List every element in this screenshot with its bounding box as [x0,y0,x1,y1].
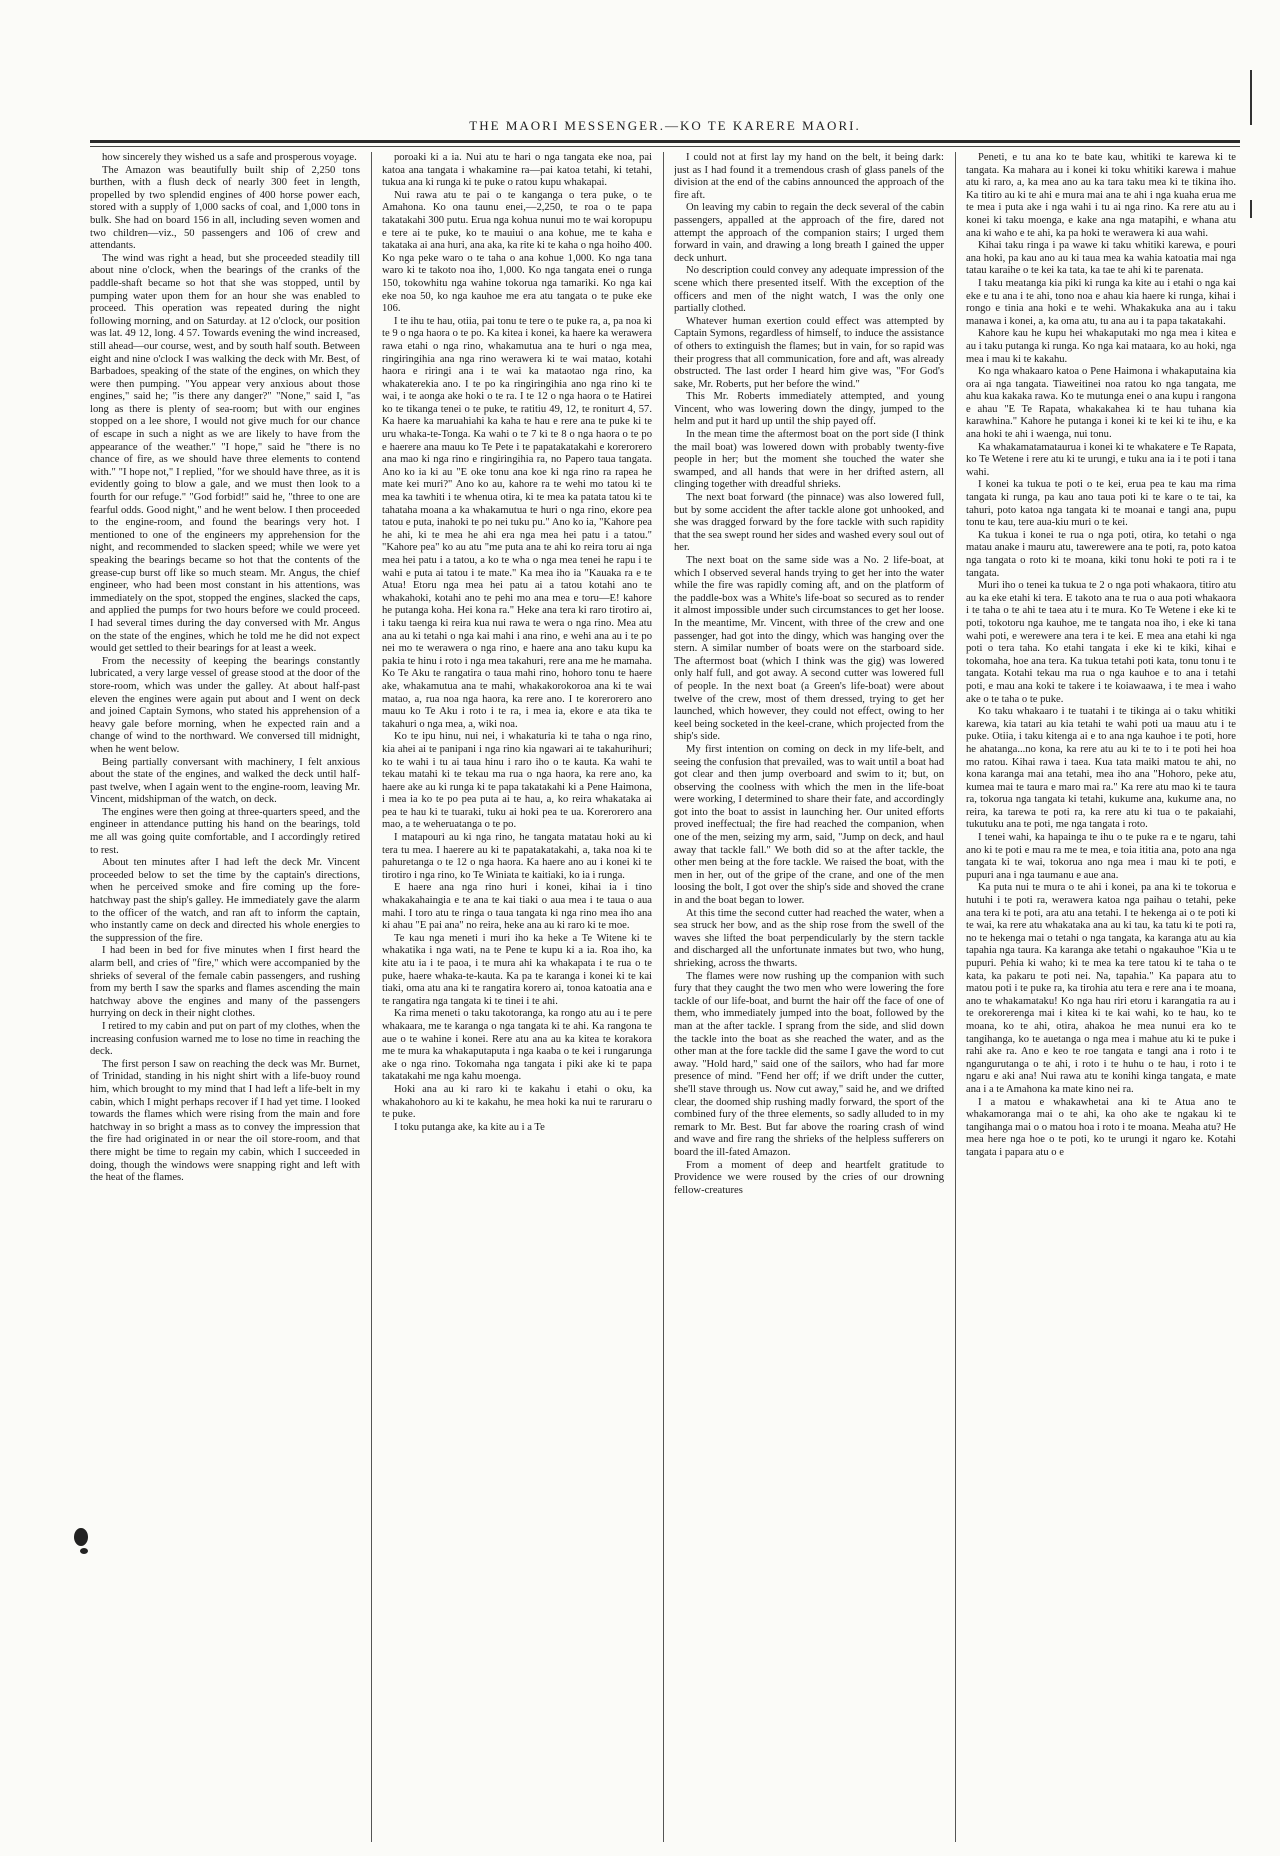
margin-mark [1250,70,1252,125]
paragraph: In the mean time the aftermost boat on the port side (I think the mail boat) was lowered down with probably twenty-five people in her; but the moment she touched the water she swamped, and all hands that were in her drifted astern, all clinging together with dreadful shrieks. [674,429,944,491]
paragraph: The next boat forward (the pinnace) was also lowered full, but by some accident the after tackle alone got unhooked, and she was dragged forward by the fore tackle with such rapidity that the sea swept round her sides and washed every soul out of her. [674,492,944,554]
paragraph: I toku putanga ake, ka kite au i a Te [394,1121,545,1133]
paragraph: Hoki ana au ki raro ki te kakahu i etahi o oku, ka whakahohoro au ki te kakahu, he mea hoki ka nui te raruraru o te puke. [382,1083,652,1121]
paragraph: No description could convey any adequate impression of the scene which there presented itself. With the exception of the officers and men of the night watch, I was the only one partially clothed. [674,265,944,315]
paragraph: Ko te ipu hinu, nui nei, i whakaturia ki te taha o nga rino, kia ahei ai te panipani i nga rino kia ngawari ai te takahurihuri; ko te wahi i tu ai taua hinu i raro iho o te kauta. Ka wahi te tekau matahi ki te tekau ma rua o nga haora, ka rere ano, ka haere ake au ki runga ki te papa takatakahi ki a Pene Haimona, i mea ia ko te po pea puta ai te hau, a, ko reira whakataka ai pea te hau ki te tuaraki, tuku ai hoki pea te ua. Korerorero ana mao, a te weheruatanga o te po. [382,731,652,831]
paragraph: The Amazon was beautifully built ship of 2,250 tons burthen, with a flush deck of nearly 300 feet in length, propelled by two splendid engines of 400 horse power each, stored with a supply of 1,000 sacks of coal, and 1,000 tons in bulk. She had on board 156 in all, including seven women and two children—viz., 50 passengers and 106 of crew and attendants. [90,164,360,252]
masthead-rule [90,140,1240,143]
ink-blot [80,1548,88,1554]
paragraph: The first person I saw on reaching the deck was Mr. Burnet, of Trinidad, standing in his night shirt with a life-buoy round him, which brought to my mind that I had left a life-belt in my cabin, which I might perhaps recover if I had yet time. I looked towards the flames which were rising from the main and fore hatchway in so bright a mass as to convey the impression that the fire had originated in or near the oil store-room, and that there might be time to regain my cabin, which I succeeded in doing, though the windows were snapping right and left with the heat of the flames. [90,1058,360,1184]
paragraph: About ten minutes after I had left the deck Mr. Vincent proceeded below to set the time by the captain's directions, when he perceived smoke and fire coming up the fore-hatchway past the ship's galley. He immediately gave the alarm to the officer of the watch, and ran aft to inform the captain, who instantly came on deck and directed his whole energies to the suppression of the fire. [90,857,360,944]
paragraph: From a moment of deep and heartfelt gratitude to Providence we were roused by the cries of our drowning fellow-creatures [674,1159,944,1196]
paragraph: I konei ka tukua te poti o te kei, erua pea te kau ma rima tangata ki runga, pa kau ano taua poti ki te kare o te tai, ka tahuri, poto katoa nga tangata ki te moanai e tangi ana, pupu tonu te kau, tere aua-kiu muri o te kei. [966,479,1236,529]
paragraph: I retired to my cabin and put on part of my clothes, when the increasing confusion warned me to lose no time in reaching the deck. [90,1020,360,1058]
paragraph: I had been in bed for five minutes when I first heard the alarm bell, and cries of "fire," which were accompanied by the shrieks of several of the female cabin passengers, and rushing from my berth I saw the sparks and flames ascending the main hatchway above the engines and many of the passengers hurrying on deck in their night clothes. [90,945,360,1020]
column-divider [663,152,664,1842]
paragraph: Kahore kau he kupu hei whakaputaki mo nga mea i kitea e au i taku putanga ki runga. Ko nga kai mataara, ko au hoki, nga mea i mau ki te kakahu. [966,328,1236,365]
column-english-2 [674,152,944,1842]
paragraph: poroaki ki a ia. Nui atu te hari o nga tangata eke noa, pai katoa ana tangata i whakamine ra—pai katoa tetahi, ki tetahi, tukua ana ki runga ki te puke o ratou kupu whakapai. [382,152,652,189]
paragraph: Peneti, e tu ana ko te bate kau, whitiki te karewa ki te tangata. Ka mahara au i konei ki toku whitiki karewa i mahue atu ki raro, a, ka mea ano au ka tara taku mea ki te tikina iho. Ka titiro au ki te ahi e mura mai ana te ahi i nga kuaha erua me te mea i puta ake i nga wahi i tu ai nga rino. Ka rere atu au i konei ki taku moenga, e kake ana nga matapihi, e whana atu ana ki waho e te ahi, ka pa hoki te werawera ki aua wahi. [966,152,1236,239]
masthead-rule-thin [90,146,1240,147]
paragraph: Whatever human exertion could effect was attempted by Captain Symons, regardless of himself, to induce the assistance of others to extinguish the flames; but in vain, for so rapid was their progress that all communication, fore and aft, was already obstructed. The last order I heard him give was, "For God's sake, Mr. Roberts, put her before the wind." [674,315,944,390]
column-divider [371,152,372,1842]
paragraph: Ka tukua i konei te rua o nga poti, otira, ko tetahi o nga matau anake i mauru atu, tawerewere ana te poti, ra, poto katoa nga tangata o roto ki te moana, kiki tonu hoki te poti ra i te tangata. [966,529,1236,579]
page-masthead: THE MAORI MESSENGER.—KO TE KARERE MAORI. [469,118,861,133]
paragraph: how sincerely they wished us a safe and prosperous voyage. [102,152,357,163]
paragraph: Ko nga whakaaro katoa o Pene Haimona i whakaputaina kia ora ai nga tangata. Tiaweitinei noa ratou ko nga tangata, me ahu kua kakaka rawa. Ko te mutunga enei o ana kupu i rangona e ahau "E Te Rapata, whakakahea ki te hau tuhana kia karawhina." Kahore he putanga i konei ki te kei ki te ihu, e ka ana hoki te ahi i waenga, nui tonu. [966,366,1236,441]
paragraph: Being partially conversant with machinery, I felt anxious about the state of the engines, and walked the deck until half-past twelve, when I again went to the engine-room, leaving Mr. Vincent, midshipman of the watch, on deck. [90,756,360,806]
paragraph: My first intention on coming on deck in my life-belt, and seeing the confusion that prevailed, was to wait until a boat had got clear and then jump overboard and swim to it; but, on observing the coolness with which the men in the life-boat were working, I determined to share their fate, and accordingly got into the boat to assist in launching her. Our united efforts proved ineffectual; the fire had reached the companion, when one of the men, seizing my arm, said, "Jump on deck, and haul away that tackle fall." We both did so at the after tackle, the other men being at the fore tackle. We raised the boat, with the men in her, out of the gripe of the crane, and one of the men loosing the bolt, I got over the ship's side and shoved the crane in and the boat began to lower. [674,743,944,907]
column-maori-1 [382,152,652,1842]
paragraph: Ka whakamatamataurua i konei ki te whakatere e Te Rapata, ko Te Wetene i rere atu ki te urungi, e tuku ana ia i te poti i tana wahi. [966,441,1236,478]
paragraph: At this time the second cutter had reached the water, when a sea struck her bow, and as the ship rose from the swell of the waves she lifted the boat perpendicularly by the stern tackle and discharged all the unfortunate inmates but two, who hung, shrieking, across the thwarts. [674,907,944,969]
paragraph: I a matou e whakawhetai ana ki te Atua ano te whakamoranga mai o te ahi, ka oho ake te ngakau ki te tangihanga mai o o matou hoa i roto i te moana. Meaha atu? He mea here nga hoe o te poti, ko te urungi it ngaro ke. Kotahi tangata i papara atu o e [966,1096,1236,1158]
paragraph: I te ihu te hau, otiia, pai tonu te tere o te puke ra, a, pa noa ki te 9 o nga haora o te po. Ka kitea i konei, ka haere ka werawera rawa etahi o nga rino, whakamutua ana te huri o nga mea, ringiringihia ana nga rino werawera ki te wai matao, kotahi haora e riringi ana i te wai ka mataotao nga rino, ka whakaterekia ano. I te po ka ringiringihia ano nga rino ki te wai, i te aonga ake hoki o te ra. I te 12 o nga haora o te Hatirei ko te tikanga tenei o te puke, te ratitiu 49, 12, te roniturt 4, 57. Ka haere ka maruahiahi ka kaha te hau e rere ana te puke ki te uru whaka-te-Tonga. Ka wahi o te 7 ki te 8 o nga haora o te po e haerere ana mauu ko Te Pete i te papatakatakahi e korerorero ana mao ki nga rino e ringiringihia ra, no Papero taua tangata. Ano ko ia ki au "E oke tonu ana koe ki nga rino ra rapea he mate kei muri?" Ano ko au, kahore ra te wehi mo tatou ki te mea ka tawhiti i te whenua otira, ki te mea ka patata tatou ki te tahataha moana a ka whakamutua te huri o nga rino, ekore pea tatou e puta, inahoki te po nei tuku pu." Ano ko ia, "Kahore pea he ahi, ki te mea he ahi era nga mea hei patu i a tatou." "Kahore pea" ko au atu "me puta ana te ahi ko reira toru ai nga mea hei patu i a tatou, a ko te wha o nga mea tenei he rapu i te wahi e puta ai tatou i te mate." Ka mea iho ia "Kauaka ra e te Atua! Etoru nga mea hei patu ai a tatou kotahi ano te whakahoki, kotahi ano te pehi mo ana mea e toru—E! kahore he putanga koha. Hei kona ra." Heke ana tera ki raro tirotiro ai, i taku taenga ki reira kua nui rawa te wera o nga rino. Mea atu ana au ki tetahi o nga kai mahi i ana rino, e wehi ana au i te po nei mo te werawera o nga rino, e haere ana ano taku kupu ka pakia te hinu i roto i nga mea takahuri, rere ana me he mamaha. Ko Te Aku te rangatira o taua mahi rino, hohoro tonu te haere ake, whakamutua ana te mahi, whakakorokoroa ana ki te wai matao, a, rua noa nga haora, ka rere ano. I te korerorero ano mauu ko Te Aku i roto i te ra, i mea ia, ekore e ata tika te takahuri o nga mea, a, wiki noa. [382,315,652,730]
paragraph: Kihai taku ringa i pa wawe ki taku whitiki karewa, e pouri ana hoki, pa kau ano au ki taua mea ka wahia katoatia mai nga tatau karaihe o te kei ka tata, ka tae te ahi ki te parenata. [966,240,1236,277]
paragraph: The wind was right a head, but she proceeded steadily till about nine o'clock, when the bearings of the cranks of the paddle-shaft became so hot that she was stopped, until by pumping water upon them for an hour she was enabled to proceed. This operation was repeated during the night following morning, and on Saturday. at 12 o'clock, our position was lat. 49 12, long. 4 57. Towards evening the wind increased, still ahead—our course, west, and by south half south. Between eight and nine o'clock I was walking the deck with Mr. Best, of Barbadoes, speaking of the state of the engines, on which they were then pumping. "You appear very anxious about those engines," said he; "is there any danger?" "None," said I, "as long as there is plenty of sea-room; but with our engines stopped on a lee shore, I would not give much for our chance of escape in such a night as we are likely to have from the appearance of the weather." "I hope," said he "there is no chance of fire, as we should have three elements to contend with." "I hope not," I replied, "for we should have three, as it is evidently going to blow a gale, and we must then look to a fourth for our refuge." "God forbid!" said he, "three to one are fearful odds. Good night," and he went below. I then proceeded to the engine-room, and found the bearings very hot. I mentioned to one of the engineers my apprehension for the night, and recommended to slacken speed; while we were yet speaking the bearings became so hot that the contents of the grease-cup burst off like so much steam. Mr. Angus, the chief engineer, who had been most constant in his attentions, was immediately on the spot, stopped the engines, slacked the caps, and applied the pumps for two hours before we could proceed. I had several times during the day conversed with Mr. Angus on the state of the engines, which he told me he did not expect would get settled to their bearings for at least a week. [90,252,360,655]
column-divider [955,152,956,1842]
paragraph: I taku meatanga kia piki ki runga ka kite au i etahi o nga kai eke e tu ana i te ahi, tono noa e ahau kia haere ki runga, kihai i rongo e tinia ana hoki e te wehi. Whakakuka ana au i taku manawa i konei, a, ka oma atu, tu ana au i ta papa takatakahi. [966,277,1236,327]
paragraph: Nui rawa atu te pai o te kanganga o tera puke, o te Amahona. Ko ona taunu enei,—2,250, te roa o te papa takatakahi 300 putu. Erua nga kohua nunui mo te wai koropupu e tere ai te puke, ko te mauiui o ana kohue, me te kaha e takataka ai ana huri, ana aka, ka rite ki te kaha o nga hoiho 400. Ko nga peke waro o te taha o ana kohue 1,000. Ko nga tana waro ki te takoto noa iho, 1,000. Ko nga tangata enei o runga 150, tokowhitu nga wahine tokorua nga tamariki. Ko nga kai eke noa 50, ko nga kauhoe me era atu tangata o te puke eke 106. [382,189,652,315]
paragraph: On leaving my cabin to regain the deck several of the cabin passengers, appalled at the approach of the fire, dared not attempt the approach of the companion stairs; I urged them forward in vain, and drawing a long breath I gained the upper deck unhurt. [674,202,944,264]
paragraph: The flames were now rushing up the companion with such fury that they caught the two men who were lowering the fore tackle of our life-boat, and burnt the hair off the face of one of them, who immediately jumped into the boat, followed by the man at the after tackle. I sprang from the side, and slid down the tackle into the boat as she reached the water, and as the other man at the fore tackle did the same I gave the word to cut away. "Hold hard," said one of the sailors, who had far more presence of mind. "Fend her off; if we drift under the cutter, she'll stave through us. Now cut away," said he, and we drifted clear, the doomed ship rushing madly forward, the sport of the combined fury of the three elements, so sadly alluded to in my remark to Mr. Best. But far above the roaring crash of wind and wave and fire rang the shrieks of the helpless sufferers on board the ill-fated Amazon. [674,970,944,1158]
ink-blot [74,1528,88,1546]
paragraph: The engines were then going at three-quarters speed, and the engineer in attendance putting his hand on the bearings, told me all was going quite comfortable, and I accordingly retired to rest. [90,806,360,856]
paragraph: Ka rima meneti o taku takotoranga, ka rongo atu au i te pere whakaara, me te karanga o nga tangata ki te ahi. Ka rangona te aue o te wahine i konei. Rere atu ana au ka kitea te korakora me te mura ka whakaputaputa i nga kaaba o te kei i rungarunga ake o nga rino. Tokomaha nga tangata i piki ake ki te papa takatakahi me nga kahu moenga. [382,1008,652,1083]
article-columns [90,152,1240,1842]
column-english-1 [90,152,360,1842]
paragraph: Ka puta nui te mura o te ahi i konei, pa ana ki te tokorua e hutuhi i te poti ra, werawera katoa nga paihau o tetahi, peke ana tera ki te poti, ara atu ana tetahi. I te hekenga ai o te poti ki te wai, ka rere atu whakataka ana au ki tau, ka tatu ki te poti ra, no te hekenga mai o tetahi o nga tangata, ka karanga atu au kia tapahia nga taura. Ka karanga ake tetahi o ngakauhoe "Kia u te pupuri. Pehia ki waho; ki te mea ka tere tatou ki te taha o te kata, ka pakaru te poti nei. Na, tapahia." Ka papara atu to matou poti i te puke ra, ka tirohia atu tera e rere ana i te moana, ano te whakamataku! Ko nga hau riri etoru i karangatia ra au i te orekorerenga mai i kitea ki te kai wahi, ko te hau, ko te moana, ko te ahi, otira, ahakoa he mea nunui era ko te tangihanga, ko te auetanga o nga mea i mahue atu ki te puke i rahi ake ra. Ano e keo te roe tangata e tangi ana i roto i te ngangurutanga o te ahi, i roto i te huhu o te hau, i roto i te ngaru e aki ana! Nui rawa atu te konihi kinga tangata, e mate ana i a te Amahona ka mate kino nei ra. [966,882,1236,1095]
paragraph: I tenei wahi, ka hapainga te ihu o te puke ra e te ngaru, tahi ano ki te poti e mau ra me te mea, e toia ititia ana, poto ana nga tangata ki te wai, tokorua ano nga mea i mau ki te poti, e pupuri ana i nga taumanu e aue ana. [966,832,1236,881]
paragraph: The next boat on the same side was a No. 2 life-boat, at which I observed several hands trying to get her into the water while the fire was rapidly coming aft, and on the platform of the paddle-box was a White's life-boat so secured as to render it almost impossible under such circumstances to get her loose. In the meantime, Mr. Vincent, with three of the crew and one passenger, had got into the dingy, which was hanging over the stern. A similar number of boats were on the starboard side. The aftermost boat (which I think was the gig) was lowered only half full, and got away. A second cutter was lowered full of people. In the next boat (a Green's life-boat) were about twelve of the crew, most of them dressed, trying to get her launched, which however, they could not effect, owing to her keel being socketed in the keel-crane, which projected from the ship's side. [674,555,944,743]
paragraph: From the necessity of keeping the bearings constantly lubricated, a very large vessel of grease stood at the door of the store-room, which was under the galley. At about half-past eleven the engines were again put about and I went on deck and joined Captain Symons, who stated his apprehension of a heavy gale before morning, when he expected rain and a change of wind to the northward. We conversed till midnight, when he went below. [90,655,360,755]
paragraph: I matapouri au ki nga rino, he tangata matatau hoki au ki tera tu mea. I haerere au ki te papatakatakahi, a, taka noa ki te pahuretanga o te 12 o nga haora. Ka haere ano au i konei ki te tirotiro i nga rino, ko Te Winiata te kaitiaki, ko ia i runga. [382,832,652,881]
margin-mark [1250,200,1252,218]
paragraph: Muri iho o tenei ka tukua te 2 o nga poti whakaora, titiro atu au ka eke etahi ki tera. E takoto ana te rua o aua poti whakaora i te taha o te ahi te taea atu i te mura. Ko Te Wetene i eke ki te poti, tokotoru nga kauhoe, me te tangata noa iho, i eke ki tana wahi poti, e werewere ana tera i te kei. E mea ana etahi ki nga poti o tera taha. Ko etahi tangata i eke ki te kiki, kihai e tokomaha, hoe ana tera. Ka tukua tetahi poti kata, tonu tonu i te tangata. Kotahi tekau ma rua o nga kauhoe e to ana i tetahi poti, e mau ana koki te takere i te koiawaawa, i te mea i waho ake o te taha o te puke. [966,580,1236,705]
paragraph: Ko taku whakaaro i te tuatahi i te tikinga ai o taku whitiki karewa, kia tatari au kia tetahi te wahi poti ua mauu atu i te puke. Otiia, i taku kitenga ai e to ana nga kauhoe i te poti, hore he ahatanga...no kona, ka rere atu au ki te to i te poti hei hoa mo ratou. Kihai rawa i taea. Kua tata maiki matou te ahi, no kona karanga mai ana tetahi, mea iho ana "Hohoro, peke atu, kumea mai te taura e maro mai ra." Ka rere atu mao ki te taura ra, tokorua nga tangata ki tetahi, kukume ana, kukume ana, no reira, ka tarewa te poti ra, ka rere atu ki tua o te pakaiahi, tukutuku ana te poti, me nga tangata i roto. [966,706,1236,831]
paragraph: Te kau nga meneti i muri iho ka heke a Te Witene ki te whakatika i nga wati, na te Pene te kupu ki a ia. Roa iho, ka kite atu ia i te paoa, i te mura ahi ka whakapata i te rua o te puke, haere whaka-te-kauta. Ka pa te karanga i konei ki te kai tiaki, oma atu ana ki te rangatira korero ai, tonoa katoatia ana e te rangatira nga tangata ki te tinei i te ahi. [382,932,652,1007]
column-maori-2 [966,152,1236,1842]
paragraph: This Mr. Roberts immediately attempted, and young Vincent, who was lowering down the dingy, jumped to the helm and put it hard up until the ship payed off. [674,391,944,428]
paragraph: I could not at first lay my hand on the belt, it being dark: just as I had found it a tremendous crash of glass panels of the division at the end of the cabins announced the approach of the fire aft. [674,152,944,201]
paragraph: E haere ana nga rino huri i konei, kihai ia i tino whakakahaingia e te ana te kai tiaki o aua mea i te taua o aua mahi. I toro atu te ringa o taua tangata ki nga rino mea iho ana ki ahau "E pai ana" no reira, heke ana au ki raro ki te moe. [382,882,652,932]
